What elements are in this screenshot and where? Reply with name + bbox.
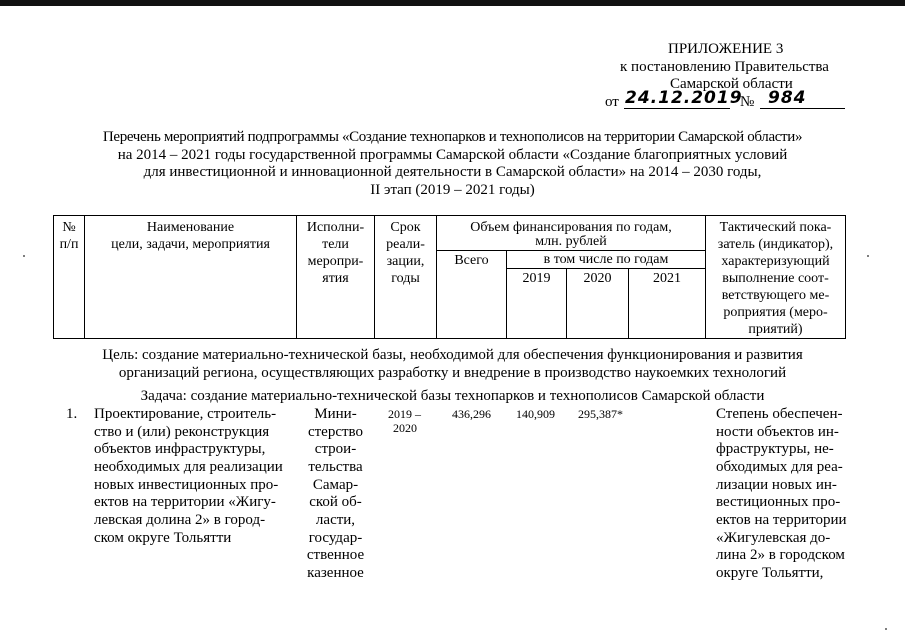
header-executors-4: ятия [322,271,349,286]
header-name: Наименование [146,220,235,235]
row-executor-line: Самар- [312,477,359,493]
row-indicator-line: фраструктуры, не- [716,441,834,457]
row-2020: 295,387* [578,407,623,421]
task-line: Задача: создание материально-технической базы технопарков и технополисов Самарской области [140,388,765,404]
goal-line-1: Цель: создание материально-технической базы, необходимой для обеспечения функционирования и развития [102,347,803,363]
row-name-line: ском округе Тольятти [94,530,232,546]
header-year-2019: 2019 [522,271,551,286]
header-indicator-7: приятий) [748,322,803,337]
date-underline [624,108,730,109]
heading-line-3: для инвестиционной и инновационной деятельности в Самарской области» на 2014 – 2030 годы, [143,164,762,180]
row-indicator-line: обходимых для реа- [716,459,843,475]
heading-line-4: II этап (2019 – 2021 годы) [370,182,535,198]
row-term-line: 2019 – [388,407,421,421]
row-name-line: ектов на территории «Жигу- [94,494,276,510]
header-funding: Объем финансирования по годам, [470,220,672,235]
row-indicator-line: ности объектов ин- [716,424,839,440]
header-indicator-1: Тактический пока- [719,220,832,235]
row-executor-line: тельства [308,459,363,475]
row-indicator-line: вестиционных про- [716,494,841,510]
header-funding-units: млн. рублей [535,234,607,249]
row-executor-line: стерство [307,424,364,440]
row-executor-line: ской об- [309,494,362,510]
row-indicator-line: «Жигулевская до- [716,530,831,546]
row-2019: 140,909 [516,407,555,421]
header-term-4: годы [391,271,420,286]
number-underline [760,108,845,109]
row-name-line: Проектирование, строитель- [94,406,277,422]
appendix-date-handwritten: 24.12.2019 [625,88,743,108]
heading-line-2: на 2014 – 2021 годы государственной программы Самарской области «Создание благоприятных условий [117,147,788,163]
header-num-pp: п/п [59,237,79,252]
appendix-decree-line: к постановлению Правительства [620,59,829,75]
scan-speck [23,255,25,257]
row-executor-line: ственное [306,547,365,563]
header-term-2: реали- [386,237,425,252]
scan-speck [885,628,887,630]
row-indicator-line: Степень обеспечен- [716,406,843,422]
row-total: 436,296 [452,407,491,421]
header-indicator-4: выполнение соот- [722,271,829,286]
row-name-line: новых инвестиционных про- [94,477,279,493]
scan-speck [867,255,869,257]
header-executors-3: меропри- [307,254,364,269]
header-indicator-5: ветствующего ме- [721,288,830,303]
row-executor-line: строи- [314,441,357,457]
appendix-number-handwritten: 984 [768,88,807,108]
header-indicator-6: роприятия (меро- [723,305,828,320]
header-incl-years: в том числе по годам [543,252,669,267]
row-indicator-line: ектов на территории [716,512,847,528]
row-executor-line: государ- [308,530,363,546]
row-executor-line: ласти, [315,512,356,528]
row-number: 1. [66,406,78,422]
row-executor-line: Мини- [314,406,357,422]
row-indicator-line: округе Тольятти, [716,565,824,581]
row-name-line: необходимых для реализации [94,459,283,475]
header-name-sub: цели, задачи, мероприятия [111,237,270,252]
appendix-region-line: Самарской области [670,76,793,92]
row-name-line: объектов инфраструктуры, [94,441,266,457]
row-term-line: 2020 [393,421,417,435]
appendix-date-prefix: от [605,94,619,110]
header-num: № [62,220,76,235]
appendix-title: ПРИЛОЖЕНИЕ 3 [668,41,784,57]
goal-line-2: организаций региона, осуществляющих разработку и внедрение в производство наукоемких технологий [118,365,787,381]
row-name-line: левская долина 2» в город- [94,512,266,528]
header-executors-2: тели [322,237,349,252]
row-executor-line: казенное [307,565,364,581]
header-year-2021: 2021 [653,271,681,286]
header-year-2020: 2020 [583,271,612,286]
heading-line-1: Перечень мероприятий подпрограммы «Создание технопарков и технополисов на территории Самарской области» [102,129,803,145]
header-total: Всего [454,253,489,268]
row-name-line: ство и (или) реконструкция [94,424,270,440]
header-indicator-2: затель (индикатор), [717,237,834,252]
header-indicator-3: характеризующий [721,254,830,269]
scan-top-border [0,0,905,6]
header-term-1: Срок [390,220,421,235]
appendix-number-sign: № [740,94,755,110]
header-term-3: зации, [386,254,425,269]
row-indicator-line: лина 2» в городском [716,547,845,563]
row-indicator-line: лизации новых ин- [716,477,837,493]
header-executors-1: Исполни- [306,220,365,235]
